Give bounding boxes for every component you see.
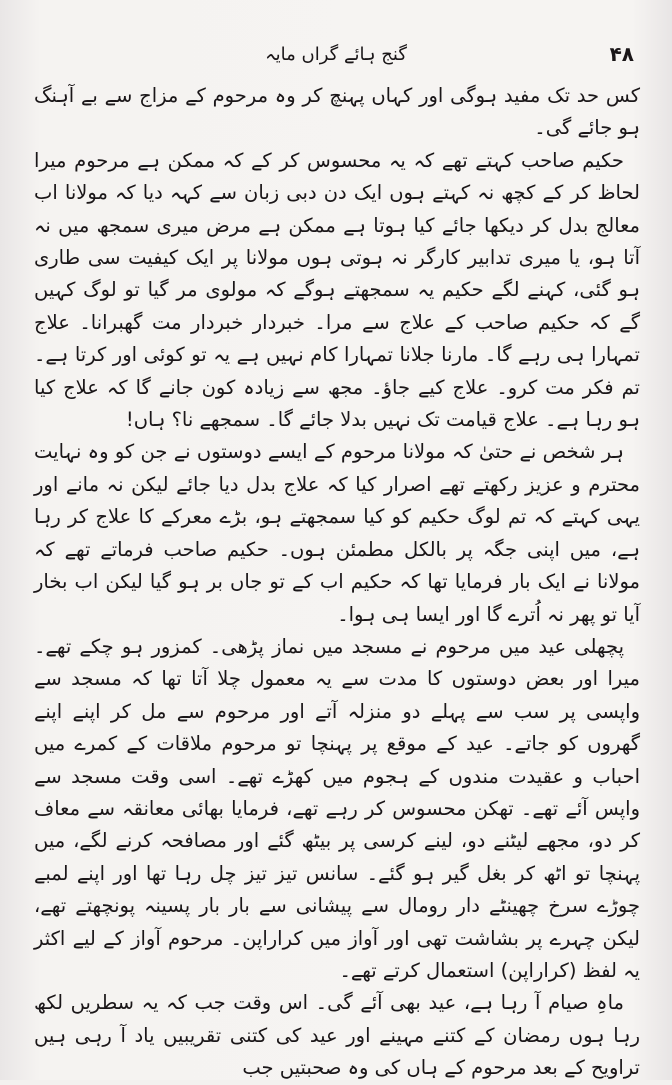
paragraph-3: ہر شخص نے حتیٰ کہ مولانا مرحوم کے ایسے دوستوں نے جن کو وہ نہایت محترم و عزیز رکھتے تھے اصرار کیا کہ علاج بدل دیا جائے لیکن نہ مانے اور یہی کہتے کہ تم لوگ حکیم کو کیا سمجھتے ہو، بڑے معرکے کا علاج کر رہا ہے، میں اپنی جگہ پر بالکل مطمئن ہوں۔ حکیم صاحب فرماتے تھے کہ مولانا نے ایک بار فرمایا تھا کہ حکیم اب کے تو جاں بر ہو گیا لیکن اب بخار آیا تو پھر نہ اُترے گا اور ایسا ہی ہوا۔ [34,440,640,626]
body-text [34,80,640,1085]
paragraph-2: حکیم صاحب کہتے تھے کہ یہ محسوس کر کے کہ ممکن ہے مرحوم میرا لحاظ کر کے کچھ نہ کہتے ہوں ایک دن دبی زبان سے کہہ دیا کہ مولانا اب معالج بدل کر دیکھا جائے کیا ہوتا ہے ممکن ہے مرض میری سمجھ میں نہ آتا ہو، یا میری تدابیر کارگر نہ ہوتی ہوں مولانا پر ایک کیفیت سی طاری ہو گئی، کہنے لگے حکیم یہ سمجھتے ہوگے کہ مولوی مر گیا تو لوگ کہیں گے کہ حکیم صاحب کے علاج سے مرا۔ خبردار خبردار مت گھبرانا۔ علاج تمہارا ہی رہے گا۔ مارنا جلانا تمہارا کام نہیں ہے یہ تو کوئی اور کرتا ہے۔ تم فکر مت کرو۔ علاج کیے جاؤ۔ مجھ سے زیادہ کون جانے گا کہ علاج کیا ہو رہا ہے۔ علاج قیامت تک نہیں بدلا جائے گا۔ سمجھے نا؟ ہاں! [34,148,640,432]
page-number: ۴۸ [609,42,634,66]
paragraph-1: کس حد تک مفید ہوگی اور کہاں پہنچ کر وہ مرحوم کے مزاج سے بے آہنگ ہو جائے گی۔ [34,84,640,140]
running-head: گنج ہائے گراں مایہ [265,44,407,65]
paragraph-4: پچھلی عید میں مرحوم نے مسجد میں نماز پڑھی۔ کمزور ہو چکے تھے۔ میرا اور بعض دوستوں کا مدت سے یہ معمول چلا آتا تھا کہ مسجد سے واپسی پر سب سے پہلے دو منزلہ آتے اور مرحوم سے مل کر اپنے اپنے گھروں کو جاتے۔ عید کے موقع پر پہنچا تو مرحوم ملاقات کے کمرے میں احباب و عقیدت مندوں کے ہجوم میں کھڑے تھے۔ اسی وقت مسجد سے واپس آئے تھے۔ تھکن محسوس کر رہے تھے، فرمایا بھائی معانقہ سے معاف کر دو، مجھے لیٹنے دو، لینے کرسی پر بیٹھ گئے اور مصافحہ کرنے لگے، میں پہنچا تو اٹھ کر بغل گیر ہو گئے۔ سانس تیز تیز چل رہا تھا اور اپنے لمبے چوڑے سرخ چھینٹے دار رومال سے پیشانی سے بار بار پسینہ پونچھتے تھے، لیکن چہرے پر بشاشت تھی اور آواز میں کراراپن۔ مرحوم آواز کے لیے اکثر یہ لفظ (کراراپن) استعمال کرتے تھے۔ [34,634,640,982]
paragraph-5: ماہِ صیام آ رہا ہے، عید بھی آئے گی۔ اس وقت جب کہ یہ سطریں لکھ رہا ہوں رمضان کے کتنے مہینے اور عید کی کتنی تقریبیں یاد آ رہی ہیں تراویح کے بعد مرحوم کے ہاں کی وہ صحبتیں جب [34,991,640,1080]
